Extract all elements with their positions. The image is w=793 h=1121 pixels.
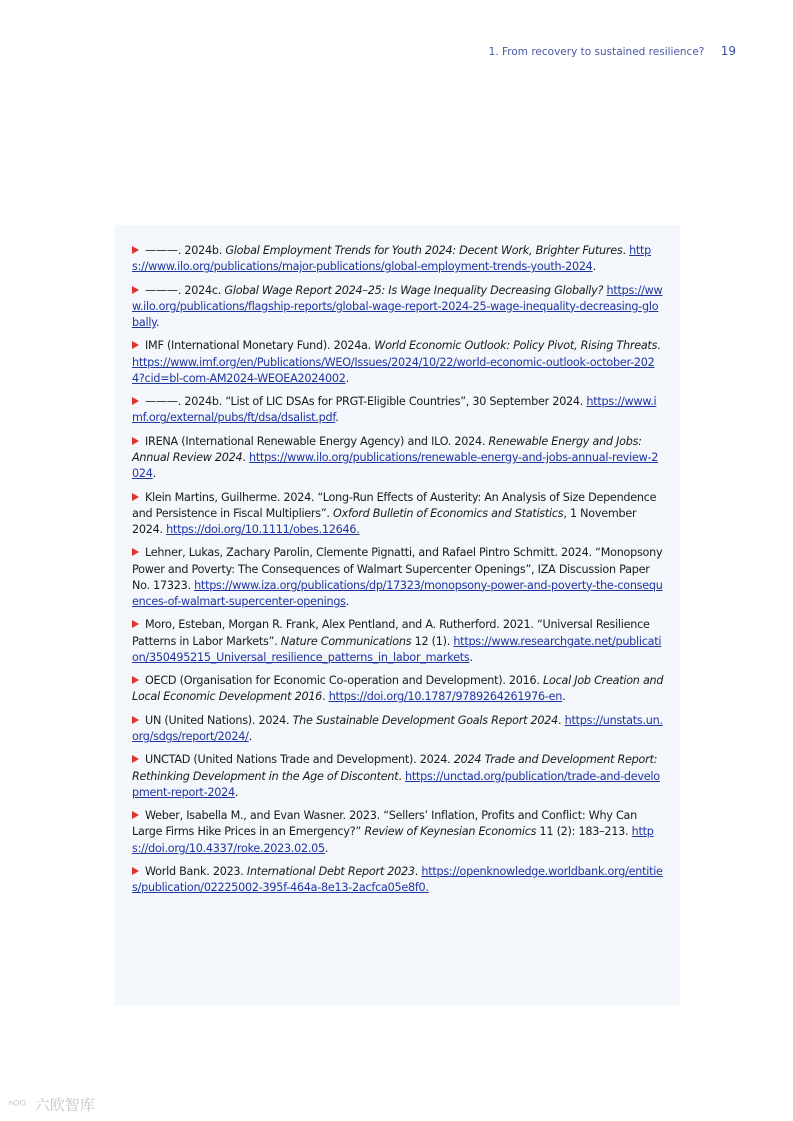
reference-item [132,545,664,610]
bullet-triangle-icon [132,341,139,349]
reference-text: IRENA (International Renewable Energy Agency) and ILO. 2024. [145,434,489,448]
reference-end: . [324,841,329,855]
watermark-text: 六欧智库 [34,1096,95,1114]
reference-end: . [155,316,160,329]
reference-title: World Economic Outlook: Policy Pivot, Rising Threats [374,339,658,353]
reference-text: World Bank. 2023. [145,864,247,878]
watermark [8,1094,95,1115]
reference-link[interactable]: https://openknowledge.worldbank.org/entities/publication/02225002-395f-464a-8e13-2acfca05e8f0. [132,864,663,895]
reference-detail: . [414,864,422,878]
bullet-triangle-icon [132,437,139,445]
reference-detail: 12 (1). [411,634,454,648]
reference-link[interactable]: https://www.imf.org/en/Publications/WEO/Issues/2024/10/22/world-economic-outlook-october-2024?cid=bl-com-AM2024-WEOEA2024002 [132,355,655,385]
reference-title: Renewable Energy and Jobs: Annual Review 2024 [132,434,642,464]
reference-end: . [469,650,473,664]
running-head [489,44,736,58]
reference-title: 2024 Trade and Development Report: Rethinking Development in the Age of Discontent [132,753,658,783]
reference-end: . [152,467,156,481]
reference-link[interactable]: https://www.ilo.org/publications/flagship-reports/global-wage-report-2024-25-wage-inequality-decreasing-globally [132,283,663,329]
bullet-triangle-icon [132,397,139,405]
reference-detail: 11 (2): 183–213. [536,825,632,839]
reference-end: . [562,690,566,704]
reference-end: . [335,411,339,425]
reference-detail: . [322,690,329,704]
reference-text: Weber, Isabella M., and Evan Wasner. 2023. “Sellers’ Inflation, Profits and Conflict: Why Can Large Firms Hike Prices in an Emergency?” [132,809,637,839]
bullet-triangle-icon [132,716,139,724]
reference-text: Klein Martins, Guilherme. 2024. “Long-Run Effects of Austerity: An Analysis of Size Dependence and Persistence in Fiscal Multipliers”. [132,490,657,520]
reference-item [132,673,664,705]
reference-detail: . [558,713,565,727]
reference-item [132,617,664,666]
reference-end: . [234,785,239,799]
reference-text: OECD (Organisation for Economic Co-operation and Development). 2016. [145,674,544,688]
reference-list [132,243,664,896]
logo-icon: ᐢᴼᴼ [8,1099,26,1114]
reference-item [132,394,664,426]
reference-title: Global Employment Trends for Youth 2024: Decent Work, Brighter Futures [225,244,623,257]
reference-text: UNCTAD (United Nations Trade and Development). 2024. [145,753,454,767]
reference-text: IMF (International Monetary Fund). 2024a. [145,339,375,353]
reference-item [132,713,664,745]
reference-link[interactable]: https://www.iza.org/publications/dp/17323/monopsony-power-and-poverty-the-consequences-of-walmart-supercenter-openings [132,578,663,608]
reference-link[interactable]: https://doi.org/10.1111/obes.12646. [166,522,360,536]
reference-link[interactable]: https://www.researchgate.net/publication/350495215_Universal_resilience_patterns_in_labor_markets [132,634,662,664]
reference-text: ———. 2024b. “List of LIC DSAs for PRGT-Eligible Countries”, 30 September 2024. [145,395,587,409]
reference-item [132,864,664,896]
reference-detail: . [242,450,250,464]
reference-detail: , 1 November 2024. [132,506,637,536]
bullet-triangle-icon [132,811,139,819]
reference-title: International Debt Report 2023 [246,864,415,878]
bullet-triangle-icon [132,867,139,875]
reference-title: The Sustainable Development Goals Report 2024 [292,713,559,727]
reference-text: ———. 2024c. [145,283,225,297]
reference-link[interactable]: https://www.imf.org/external/pubs/ft/dsa/dsalist.pdf [132,395,657,425]
bullet-triangle-icon [132,246,139,254]
reference-title: Global Wage Report 2024–25: Is Wage Inequality Decreasing Globally? [224,283,604,297]
reference-end: . [248,729,252,743]
reference-text: Moro, Esteban, Morgan R. Frank, Alex Pentland, and A. Rutherford. 2021. “Universal Resilience Patterns in Labor Markets”. [132,618,650,648]
reference-end: . [592,260,596,274]
bullet-triangle-icon [132,676,139,684]
reference-link[interactable]: https://unstats.un.org/sdgs/report/2024/ [132,713,663,743]
page-number: 19 [720,44,736,58]
reference-item [132,490,664,539]
reference-title: Oxford Bulletin of Economics and Statistics [333,506,564,520]
bullet-triangle-icon [132,548,139,556]
reference-item [132,283,664,332]
reference-link[interactable]: https://www.ilo.org/publications/renewable-energy-and-jobs-annual-review-2024 [132,450,659,481]
reference-link[interactable]: https://www.ilo.org/publications/major-publications/global-employment-trends-youth-2024 [132,244,652,274]
reference-item [132,434,664,483]
reference-detail: . [622,244,630,257]
reference-link[interactable]: https://unctad.org/publication/trade-and-development-report-2024 [132,769,660,799]
bullet-triangle-icon [132,286,139,294]
reference-title: Nature Communications [280,634,412,648]
reference-end: . [345,371,349,385]
bullet-triangle-icon [132,620,139,628]
reference-link[interactable]: https://doi.org/10.4337/roke.2023.02.05 [132,825,654,855]
bullet-triangle-icon [132,755,139,763]
reference-detail: . [657,339,661,353]
reference-item [132,338,664,387]
reference-end: . [345,594,350,608]
chapter-title: 1. From recovery to sustained resilience? [488,46,705,58]
reference-title: Review of Keynesian Economics [364,825,537,839]
reference-item [132,808,664,857]
reference-link[interactable]: https://doi.org/10.1787/9789264261976-en [328,690,563,704]
bullet-triangle-icon [132,493,139,501]
reference-detail: . [398,769,406,783]
reference-text: Lehner, Lukas, Zachary Parolin, Clemente Pignatti, and Rafael Pintro Schmitt. 2024. “Monopsony Power and Poverty: The Consequences of Walmart Supercenter Openings”, IZA Discussion Paper No. 17323. [132,546,663,592]
reference-text: ———. 2024b. [145,244,226,257]
references-box [114,225,680,1006]
reference-title: Local Job Creation and Local Economic Development 2016 [132,674,664,704]
reference-item [132,752,664,801]
reference-item [132,243,664,275]
reference-text: UN (United Nations). 2024. [145,713,293,727]
